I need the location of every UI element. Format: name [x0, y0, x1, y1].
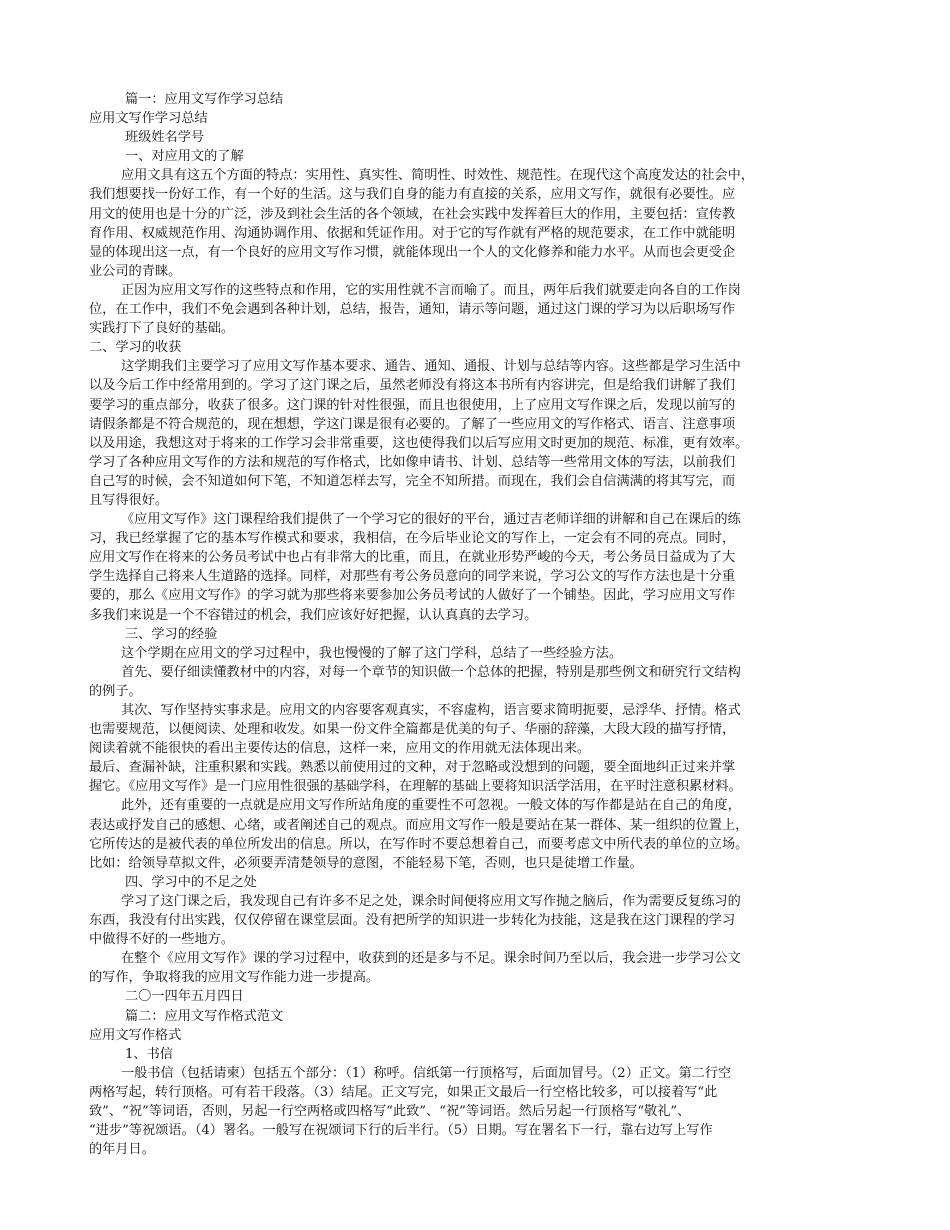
section4-paragraph-1: 学习了这门课之后，我发现自己有许多不足之处，课余时间便将应用文写作抛之脑后，作为需要反复练习的 东西，我没有付出实践，仅仅停留在课堂层面。没有把所学的知识进一步转化为技能，这是我在这门课程的学习 中做得不好的一些地方。 [89, 893, 741, 948]
part1-title: 篇一：应用文写作学习总结 [125, 92, 284, 107]
section1-paragraph: 应用文具有这五个方面的特点：实用性、真实性、简明性、时效性、规范性。在现代这个高度发达的社会中， 我们想要找一份好工作，有一个好的生活。这与我们自身的能力有直接的关系，应用文写作，就很有必要性。应 用文的使用也是十分的广泛，涉及到社会生活的各个领域，在社会实践中发挥着巨大的作用，主要包括：宣传教 育作用、权威规范作用、沟通协调作用、依据和凭证作用。对于它的写作就有严格的规范要求，在工作中就能明 显的体现出这一点，有一个良好的应用文写作习惯，就能体现出一个人的文化修养和能力水平。从而也会更受企 业公司的青睐。 [89, 168, 754, 279]
document-date: 二〇一四年五月四日 [125, 989, 244, 1005]
part2-section1-title: 1、书信 [125, 1046, 173, 1062]
section2-paragraph: 这学期我们主要学习了应用文写作基本要求、通告、通知、通报、计划与总结等内容。这些都是学习生活中 以及今后工作中经常用到的。学习了这门课之后，虽然老师没有将这本书所有内容讲完，但是给我们讲解了我们 要学习的重点部分，收获了很多。这门课的针对性很强，而且也很使用，上了应用文写作课之后，发现以前写的 请假条都是不符合规范的，现在想想，学这门课是很有必要的。了解了一些应用文的写作格式、语言、注意事项 以及用途，我想这对于将来的工作学习会非常重要，这也使得我们以后写应用文时更加的规范、标准，更有效率。 学习了各种应用文写作的方法和规范的写作格式，比如像申请书、计划、总结等一些常用文体的写法，以前我们 自己写的时候，会不知道如何下笔，不知道怎样去写，完全不知所措。而现在，我们会自信满满的将其写完，而 且写得很好。 [89, 359, 749, 508]
section4-title: 四、学习中的不足之处 [125, 874, 257, 890]
section3-title: 三、学习的经验 [125, 626, 218, 642]
part2-section1-paragraph: 一般书信（包括请柬）包括五个部分：（1）称呼。信纸第一行顶格写，后面加冒号。（2）正文。第二行空 两格写起，转行顶格。可有若干段落。（3）结尾。正文写完，如果正文最后一行空格比较多，可以接着写“此 致”、“祝”等词语，否则，另起一行空两格或四格写“此致”、“祝”等词语。然后另起一行顶格写“敬礼”、 “进步”等祝颂语。（4）署名。一般写在祝颂词下行的后半行。（5）日期。写在署名下一行，靠右边写上写作 的年月日。 [89, 1065, 732, 1158]
section4-paragraph-2: 在整个《应用文写作》课的学习过程中，收获到的还是多与不足。课余时间乃至以后，我会进一步学习公文 的写作，争取将我的应用文写作能力进一步提高。 [89, 951, 741, 986]
section2-title: 二、学习的收获 [89, 340, 182, 356]
document-body [89, 90, 864, 1159]
section1-paragraph-2: 正因为应用文写作的这些特点和作用，它的实用性就不言而喻了。而且，两年后我们就要走向各自的工作岗 位，在工作中，我们不免会遇到各种计划，总结，报告，通知，请示等问题，通过这门课的学习为以后职场写作 实践打下了良好的基础。 [89, 282, 741, 337]
section3-paragraph-3: 其次、写作坚持实事求是。应用文的内容要客观真实，不容虚构，语言要求简明扼要，忌浮华、抒情。格式 也需要规范，以便阅读、处理和收发。如果一份文件全篇都是优美的句子、华丽的辞藻，大段大段的描写抒情， 阅读着就不能很快的看出主要传达的信息，这样一来，应用文的作用就无法体现出来。 [89, 703, 741, 757]
section2-paragraph-2: 《应用文写作》这门课程给我们提供了一个学习它的很好的平台，通过吉老师详细的讲解和自己在课后的练 习，我已经掌握了它的基本写作模式和要求，我相信，在今后毕业论文的写作上，一定会有不同的亮点。同时， 应用文写作在将来的公务员考试中也占有非常大的比重，而且，在就业形势严峻的今天，考公务员日益成为了大 学生选择自己将来人生道路的选择。同样，对那些有考公务员意向的同学来说，学习公文的写作方法也是十分重 要的，那么《应用文写作》的学习就为那些将来要参加公务员考试的人做好了一个铺垫。因此，学习应用文写作 多我们来说是一个不容错过的机会，我们应该好好把握，认认真真的去学习。 [89, 512, 741, 623]
section3-paragraph-2: 首先、要仔细读懂教材中的内容，对每一个章节的知识做一个总体的把握，特别是那些例文和研究行文结构 的例子。 [89, 664, 741, 699]
section1-title: 一、对应用文的了解 [125, 149, 244, 165]
part1-meta: 班级姓名学号 [125, 130, 205, 146]
section3-paragraph-5: 此外，还有重要的一点就是应用文写作所站角度的重要性不可忽视。一般文体的写作都是站在自己的角度， 表达或抒发自己的感想、心绪，或者阐述自己的观点。而应用文写作一般是要站在某一群体、某一组织的位置上， 它所传达的是被代表的单位所发出的信息。所以，在写作时不要总想着自己，而要考虑文中所代表的单位的立场。 比如：给领导草拟文件，必须要弄清楚领导的意图，不能轻易下笔，否则，也只是徒增工作量。 [89, 798, 749, 871]
part2-heading: 应用文写作格式 [89, 1027, 182, 1043]
part2-title: 篇二：应用文写作格式范文 [125, 1008, 284, 1024]
section3-paragraph-1: 这个学期在应用文的学习过程中，我也慢慢的了解了这门学科，总结了一些经验方法。 [121, 645, 623, 661]
part1-heading: 应用文写作学习总结 [89, 111, 208, 127]
section3-paragraph-4: 最后、查漏补缺，注重积累和实践。熟悉以前使用过的文种，对于忽略或没想到的问题，要全面地纠正过来并掌 握它。《应用文写作》是一门应用性很强的基础学科，在理解的基础上要将知识活学活用，在平时注意积累材料。 [89, 760, 742, 795]
